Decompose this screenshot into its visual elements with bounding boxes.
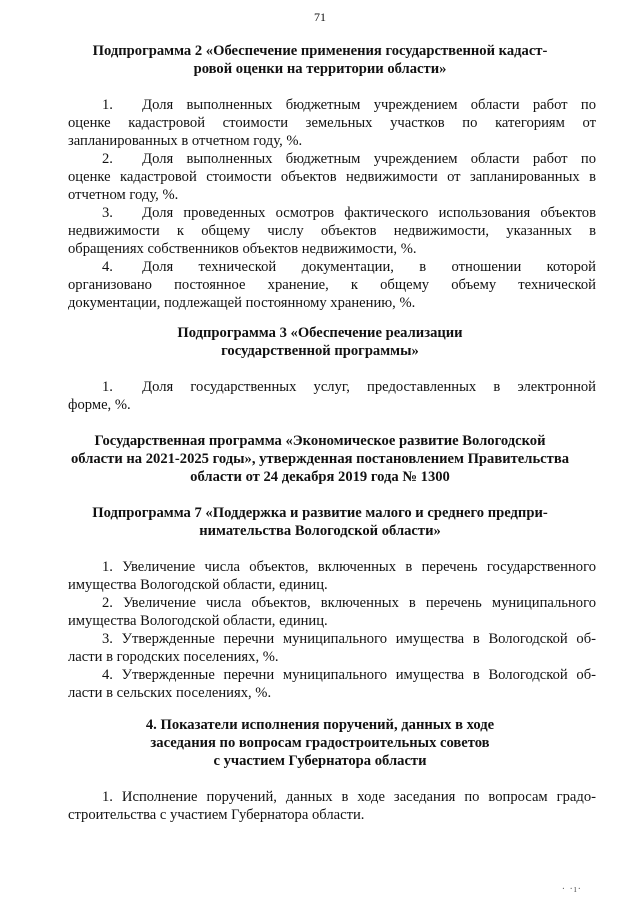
corner-mark: · ·ı· bbox=[561, 884, 582, 895]
section-4-title: 4. Показатели исполнения поручений, данных в ходе заседания по вопросам градостроительных советов с участием Губернатора области bbox=[145, 717, 495, 769]
subprogram-2-title: Подпрограмма 2 «Обеспечение применения государственной кадаст- ровой оценки на территории области» bbox=[92, 43, 548, 77]
subprogram-2-item-2: 2. Доля выполненных бюджетным учреждением области работ по оценке кадастровой стоимости объектов недвижимости от запланированных в отчетном году, %. bbox=[68, 151, 596, 203]
subprogram-3-item-1: 1. Доля государственных услуг, предоставленных в электронной форме, %. bbox=[68, 379, 596, 413]
subprogram-2-item-1: 1. Доля выполненных бюджетным учреждением области работ по оценке кадастровой стоимости земельных участков по категориям от запланированных в отчетном году, %. bbox=[68, 97, 596, 149]
subprogram-2-item-4: 4. Доля технической документации, в отношении которой организовано постоянное хранение, к общему объему технической документации, подлежащей постоянному хранению, %. bbox=[68, 259, 596, 311]
subprogram-7-title: Подпрограмма 7 «Поддержка и развитие малого и среднего предпри- нимательства Вологодской области» bbox=[92, 505, 548, 539]
page-number: 71 bbox=[314, 10, 326, 24]
subprogram-7-item-3: 3. Утвержденные перечни муниципального имущества в Вологодской об- ласти в городских поселениях, %. bbox=[68, 631, 596, 665]
subprogram-7-item-4: 4. Утвержденные перечни муниципального имущества в Вологодской об- ласти в сельских поселениях, %. bbox=[68, 667, 596, 701]
subprogram-7-item-1: 1. Увеличение числа объектов, включенных в перечень государственного имущества Вологодской области, единиц. bbox=[68, 559, 596, 593]
section-4-item-1: 1. Исполнение поручений, данных в ходе заседания по вопросам градо- строительства с участием Губернатора области. bbox=[68, 789, 596, 823]
subprogram-2-item-3: 3. Доля проведенных осмотров фактического использования объектов недвижимости к общему числу объектов недвижимости, указанных в обращениях собственников объектов недвижимости, %. bbox=[68, 205, 596, 257]
subprogram-3-title: Подпрограмма 3 «Обеспечение реализации государственной программы» bbox=[177, 325, 463, 359]
state-program-title: Государственная программа «Экономическое развитие Вологодской области на 2021-2025 годы», утвержденная постановлением Правительства области от 24 декабря 2019 года № 1300 bbox=[70, 433, 570, 485]
subprogram-7-item-2: 2. Увеличение числа объектов, включенных в перечень муниципального имущества Вологодской области, единиц. bbox=[68, 595, 596, 629]
